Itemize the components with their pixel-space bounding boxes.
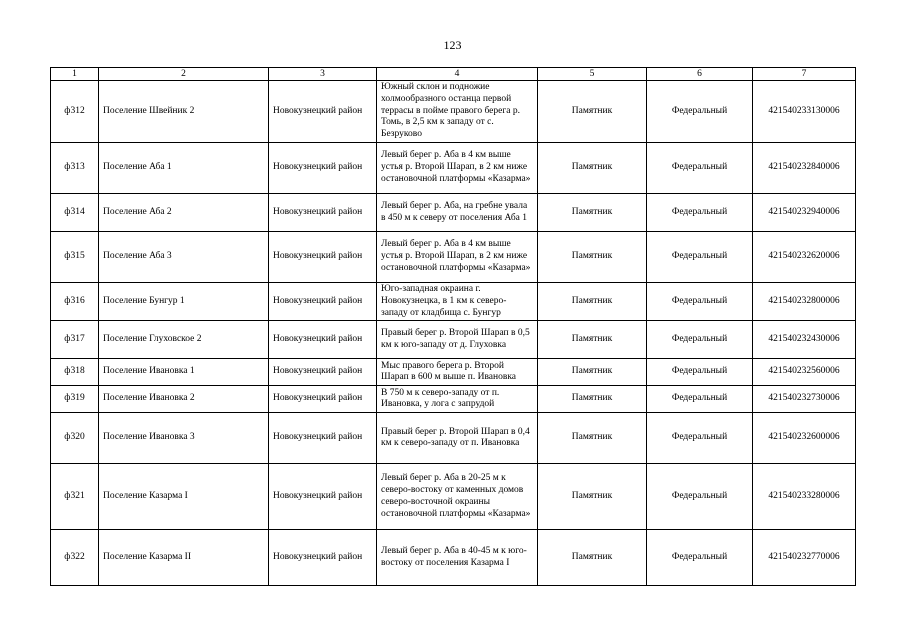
table-row bbox=[51, 359, 856, 386]
column-header: 7 bbox=[753, 68, 856, 81]
column-header: 6 bbox=[647, 68, 753, 81]
registration-number: 421540232770006 bbox=[753, 530, 856, 586]
significance: Федеральный bbox=[647, 386, 753, 413]
site-name: Поселение Казарма I bbox=[99, 464, 269, 530]
table-row bbox=[51, 386, 856, 413]
registration-number: 421540232560006 bbox=[753, 359, 856, 386]
registration-number: 421540232430006 bbox=[753, 321, 856, 359]
site-name: Поселение Ивановка 1 bbox=[99, 359, 269, 386]
row-number: ф319 bbox=[51, 386, 99, 413]
significance: Федеральный bbox=[647, 464, 753, 530]
category: Памятник bbox=[538, 386, 647, 413]
district: Новокузнецкий район bbox=[269, 321, 377, 359]
location: Левый берег р. Аба, на гребне увала в 450 м к северу от поселения Аба 1 bbox=[377, 194, 538, 232]
registration-number: 421540233280006 bbox=[753, 464, 856, 530]
district: Новокузнецкий район bbox=[269, 232, 377, 283]
category: Памятник bbox=[538, 359, 647, 386]
significance: Федеральный bbox=[647, 530, 753, 586]
page-number: 123 bbox=[443, 38, 462, 52]
row-number: ф316 bbox=[51, 283, 99, 321]
row-number: ф317 bbox=[51, 321, 99, 359]
district: Новокузнецкий район bbox=[269, 194, 377, 232]
significance: Федеральный bbox=[647, 81, 753, 143]
table-row bbox=[51, 321, 856, 359]
table-row bbox=[51, 232, 856, 283]
location: Южный склон и подножие холмообразного останца первой террасы в пойме правого берега р. Томь, в 2,5 км к западу от с. Безруково bbox=[377, 81, 538, 143]
column-header: 4 bbox=[377, 68, 538, 81]
site-name: Поселение Казарма II bbox=[99, 530, 269, 586]
category: Памятник bbox=[538, 283, 647, 321]
location: Левый берег р. Аба в 4 км выше устья р. Второй Шарап, в 2 км ниже остановочной платформы «Казарма» bbox=[377, 143, 538, 194]
category: Памятник bbox=[538, 464, 647, 530]
table-row bbox=[51, 283, 856, 321]
significance: Федеральный bbox=[647, 321, 753, 359]
significance: Федеральный bbox=[647, 413, 753, 464]
significance: Федеральный bbox=[647, 232, 753, 283]
location: Левый берег р. Аба в 20-25 м к северо-востоку от каменных домов северо-восточной окраины остановочной платформы «Казарма» bbox=[377, 464, 538, 530]
column-header: 5 bbox=[538, 68, 647, 81]
significance: Федеральный bbox=[647, 143, 753, 194]
table-row bbox=[51, 81, 856, 143]
site-name: Поселение Аба 1 bbox=[99, 143, 269, 194]
location: Мыс правого берега р. Второй Шарап в 600 м выше п. Ивановка bbox=[377, 359, 538, 386]
registration-number: 421540232840006 bbox=[753, 143, 856, 194]
location: Правый берег р. Второй Шарап в 0,5 км к юго-западу от д. Глуховка bbox=[377, 321, 538, 359]
table-row bbox=[51, 464, 856, 530]
registration-number: 421540232600006 bbox=[753, 413, 856, 464]
category: Памятник bbox=[538, 232, 647, 283]
district: Новокузнецкий район bbox=[269, 386, 377, 413]
category: Памятник bbox=[538, 194, 647, 232]
site-name: Поселение Ивановка 2 bbox=[99, 386, 269, 413]
registration-number: 421540232730006 bbox=[753, 386, 856, 413]
site-name: Поселение Швейник 2 bbox=[99, 81, 269, 143]
location: Правый берег р. Второй Шарап в 0,4 км к северо-западу от п. Ивановка bbox=[377, 413, 538, 464]
significance: Федеральный bbox=[647, 194, 753, 232]
table-header-row bbox=[51, 68, 856, 81]
category: Памятник bbox=[538, 81, 647, 143]
table-row bbox=[51, 143, 856, 194]
registration-number: 421540233130006 bbox=[753, 81, 856, 143]
row-number: ф313 bbox=[51, 143, 99, 194]
district: Новокузнецкий район bbox=[269, 359, 377, 386]
column-header: 3 bbox=[269, 68, 377, 81]
registration-number: 421540232940006 bbox=[753, 194, 856, 232]
row-number: ф322 bbox=[51, 530, 99, 586]
location: Юго-западная окраина г. Новокузнецка, в 1 км к северо-западу от кладбища с. Бунгур bbox=[377, 283, 538, 321]
table-row bbox=[51, 194, 856, 232]
row-number: ф315 bbox=[51, 232, 99, 283]
site-name: Поселение Глуховское 2 bbox=[99, 321, 269, 359]
site-name: Поселение Бунгур 1 bbox=[99, 283, 269, 321]
site-name: Поселение Аба 3 bbox=[99, 232, 269, 283]
district: Новокузнецкий район bbox=[269, 530, 377, 586]
district: Новокузнецкий район bbox=[269, 81, 377, 143]
category: Памятник bbox=[538, 143, 647, 194]
category: Памятник bbox=[538, 321, 647, 359]
table-row bbox=[51, 413, 856, 464]
table-row bbox=[51, 530, 856, 586]
row-number: ф318 bbox=[51, 359, 99, 386]
location: Левый берег р. Аба в 4 км выше устья р. Второй Шарап, в 2 км ниже остановочной платформы «Казарма» bbox=[377, 232, 538, 283]
location: В 750 м к северо-западу от п. Ивановка, у лога с запрудой bbox=[377, 386, 538, 413]
district: Новокузнецкий район bbox=[269, 143, 377, 194]
location: Левый берег р. Аба в 40-45 м к юго-востоку от поселения Казарма I bbox=[377, 530, 538, 586]
column-header: 2 bbox=[99, 68, 269, 81]
registration-number: 421540232620006 bbox=[753, 232, 856, 283]
row-number: ф320 bbox=[51, 413, 99, 464]
site-name: Поселение Ивановка 3 bbox=[99, 413, 269, 464]
district: Новокузнецкий район bbox=[269, 413, 377, 464]
heritage-registry-table bbox=[50, 67, 856, 586]
row-number: ф314 bbox=[51, 194, 99, 232]
row-number: ф312 bbox=[51, 81, 99, 143]
district: Новокузнецкий район bbox=[269, 283, 377, 321]
row-number: ф321 bbox=[51, 464, 99, 530]
site-name: Поселение Аба 2 bbox=[99, 194, 269, 232]
significance: Федеральный bbox=[647, 283, 753, 321]
column-header: 1 bbox=[51, 68, 99, 81]
category: Памятник bbox=[538, 530, 647, 586]
category: Памятник bbox=[538, 413, 647, 464]
district: Новокузнецкий район bbox=[269, 464, 377, 530]
registration-number: 421540232800006 bbox=[753, 283, 856, 321]
significance: Федеральный bbox=[647, 359, 753, 386]
